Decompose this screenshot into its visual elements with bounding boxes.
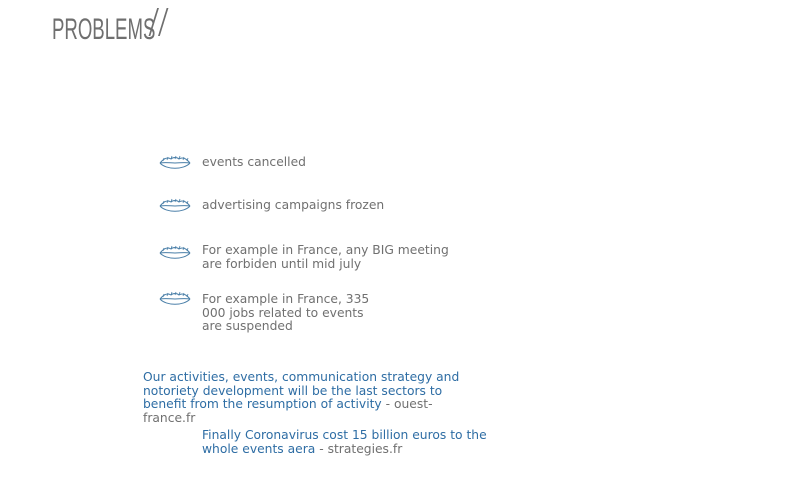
lips-icon (158, 197, 192, 217)
bullet-item (158, 290, 387, 334)
bullet-item (158, 244, 462, 271)
quote-source: ouest-france.fr (143, 397, 433, 425)
lips-icon (158, 154, 192, 174)
quote-separator: - (381, 397, 394, 412)
bullet-text: For example in France, 335 000 jobs related to events are suspended (202, 292, 370, 333)
lips-icon (158, 290, 192, 310)
bullet-text: advertising campaigns frozen (202, 198, 385, 212)
bullet-item (158, 197, 384, 217)
bullet-text: For example in France, any BIG meeting are forbiden until mid july (202, 243, 449, 271)
quote-source: strategies.fr (327, 441, 403, 456)
quote-text: Finally Coronavirus cost 15 billion euros to the whole events aera (202, 428, 487, 456)
lips-icon (158, 244, 192, 264)
bullet-item (158, 154, 306, 174)
quote-block (202, 429, 512, 456)
quote-text: Our activities, events, communication strategy and notoriety development will be the last sectors to benefit from the resumption of activity (143, 370, 460, 412)
quote-separator: - (315, 441, 328, 456)
bullet-text: events cancelled (202, 155, 306, 169)
slide-title: PROBLEMS (52, 13, 156, 46)
quote-block (143, 371, 473, 425)
title-slashes: // (148, 2, 167, 42)
